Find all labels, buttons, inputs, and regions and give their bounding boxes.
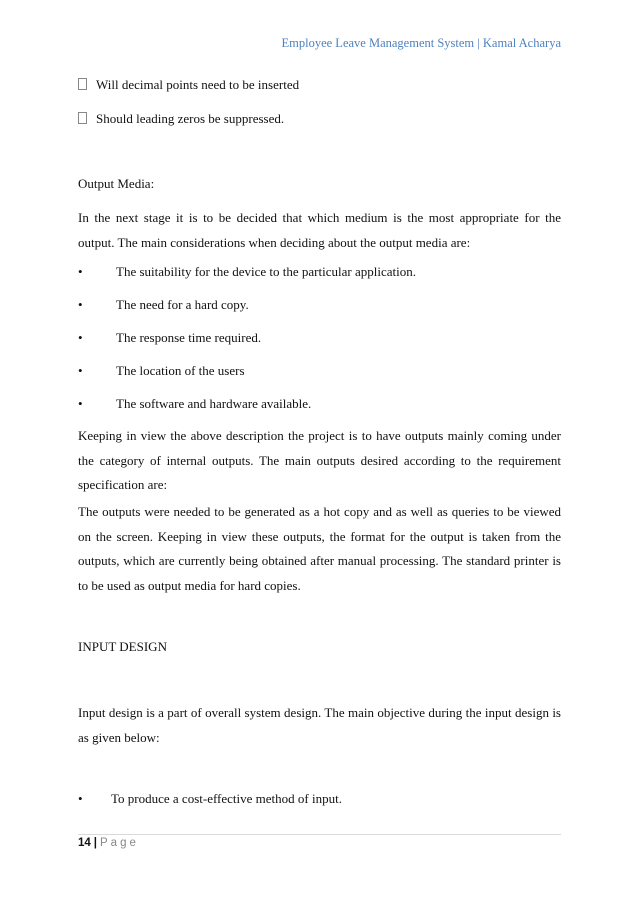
input-design-intro: Input design is a part of overall system design. The main objective during the input design is as given below:: [78, 705, 561, 745]
checkbox-glyph-icon: [78, 78, 87, 90]
bullet-icon: •: [78, 791, 83, 806]
page-number: 14: [78, 837, 91, 849]
bullet-icon: •: [78, 363, 83, 378]
footer-separator: |: [93, 837, 98, 849]
bullet-item: [78, 327, 261, 348]
checklist-item-text: Should leading zeros be suppressed.: [96, 111, 285, 126]
checklist-item: [78, 74, 299, 95]
bullet-icon: •: [78, 396, 83, 411]
bullet-icon: •: [78, 264, 83, 279]
section-heading-output-media: Output Media:: [78, 176, 155, 191]
bullet-text: The location of the users: [116, 363, 245, 378]
bullet-text: The response time required.: [116, 330, 262, 345]
bullet-text: To produce a cost-effective method of input.: [111, 791, 342, 806]
bullet-icon: •: [78, 330, 83, 345]
checkbox-glyph-icon: [78, 112, 87, 124]
footer-divider: [78, 834, 561, 835]
bullet-item: [78, 261, 416, 282]
output-media-intro: In the next stage it is to be decided that which medium is the most appropriate for the output. The main considerations when deciding about the output media are:: [78, 210, 561, 250]
bullet-item: [78, 788, 342, 809]
bullet-text: The software and hardware available.: [116, 396, 312, 411]
checklist-item: [78, 108, 284, 129]
bullet-item: [78, 360, 245, 381]
running-header: Employee Leave Management System | Kamal Acharya: [281, 36, 561, 50]
page-label: Page: [100, 837, 139, 849]
checklist-item-text: Will decimal points need to be inserted: [96, 77, 300, 92]
page-footer: [78, 837, 139, 849]
bullet-item: [78, 294, 249, 315]
output-media-paragraph-2: The outputs were needed to be generated as a hot copy and as well as queries to be viewed on the screen. Keeping in view these outputs, the format for the output is taken from the outputs, which are currently being obtained after manual processing. The standard printer is to be used as output media for hard copies.: [78, 504, 561, 593]
output-media-paragraph-1: Keeping in view the above description the project is to have outputs mainly coming under the category of internal outputs. The main outputs desired according to the requirement specification are:: [78, 428, 561, 492]
bullet-text: The need for a hard copy.: [116, 297, 249, 312]
bullet-icon: •: [78, 297, 83, 312]
bullet-item: [78, 393, 311, 414]
section-heading-input-design: INPUT DESIGN: [78, 639, 167, 654]
bullet-text: The suitability for the device to the particular application.: [116, 264, 416, 279]
